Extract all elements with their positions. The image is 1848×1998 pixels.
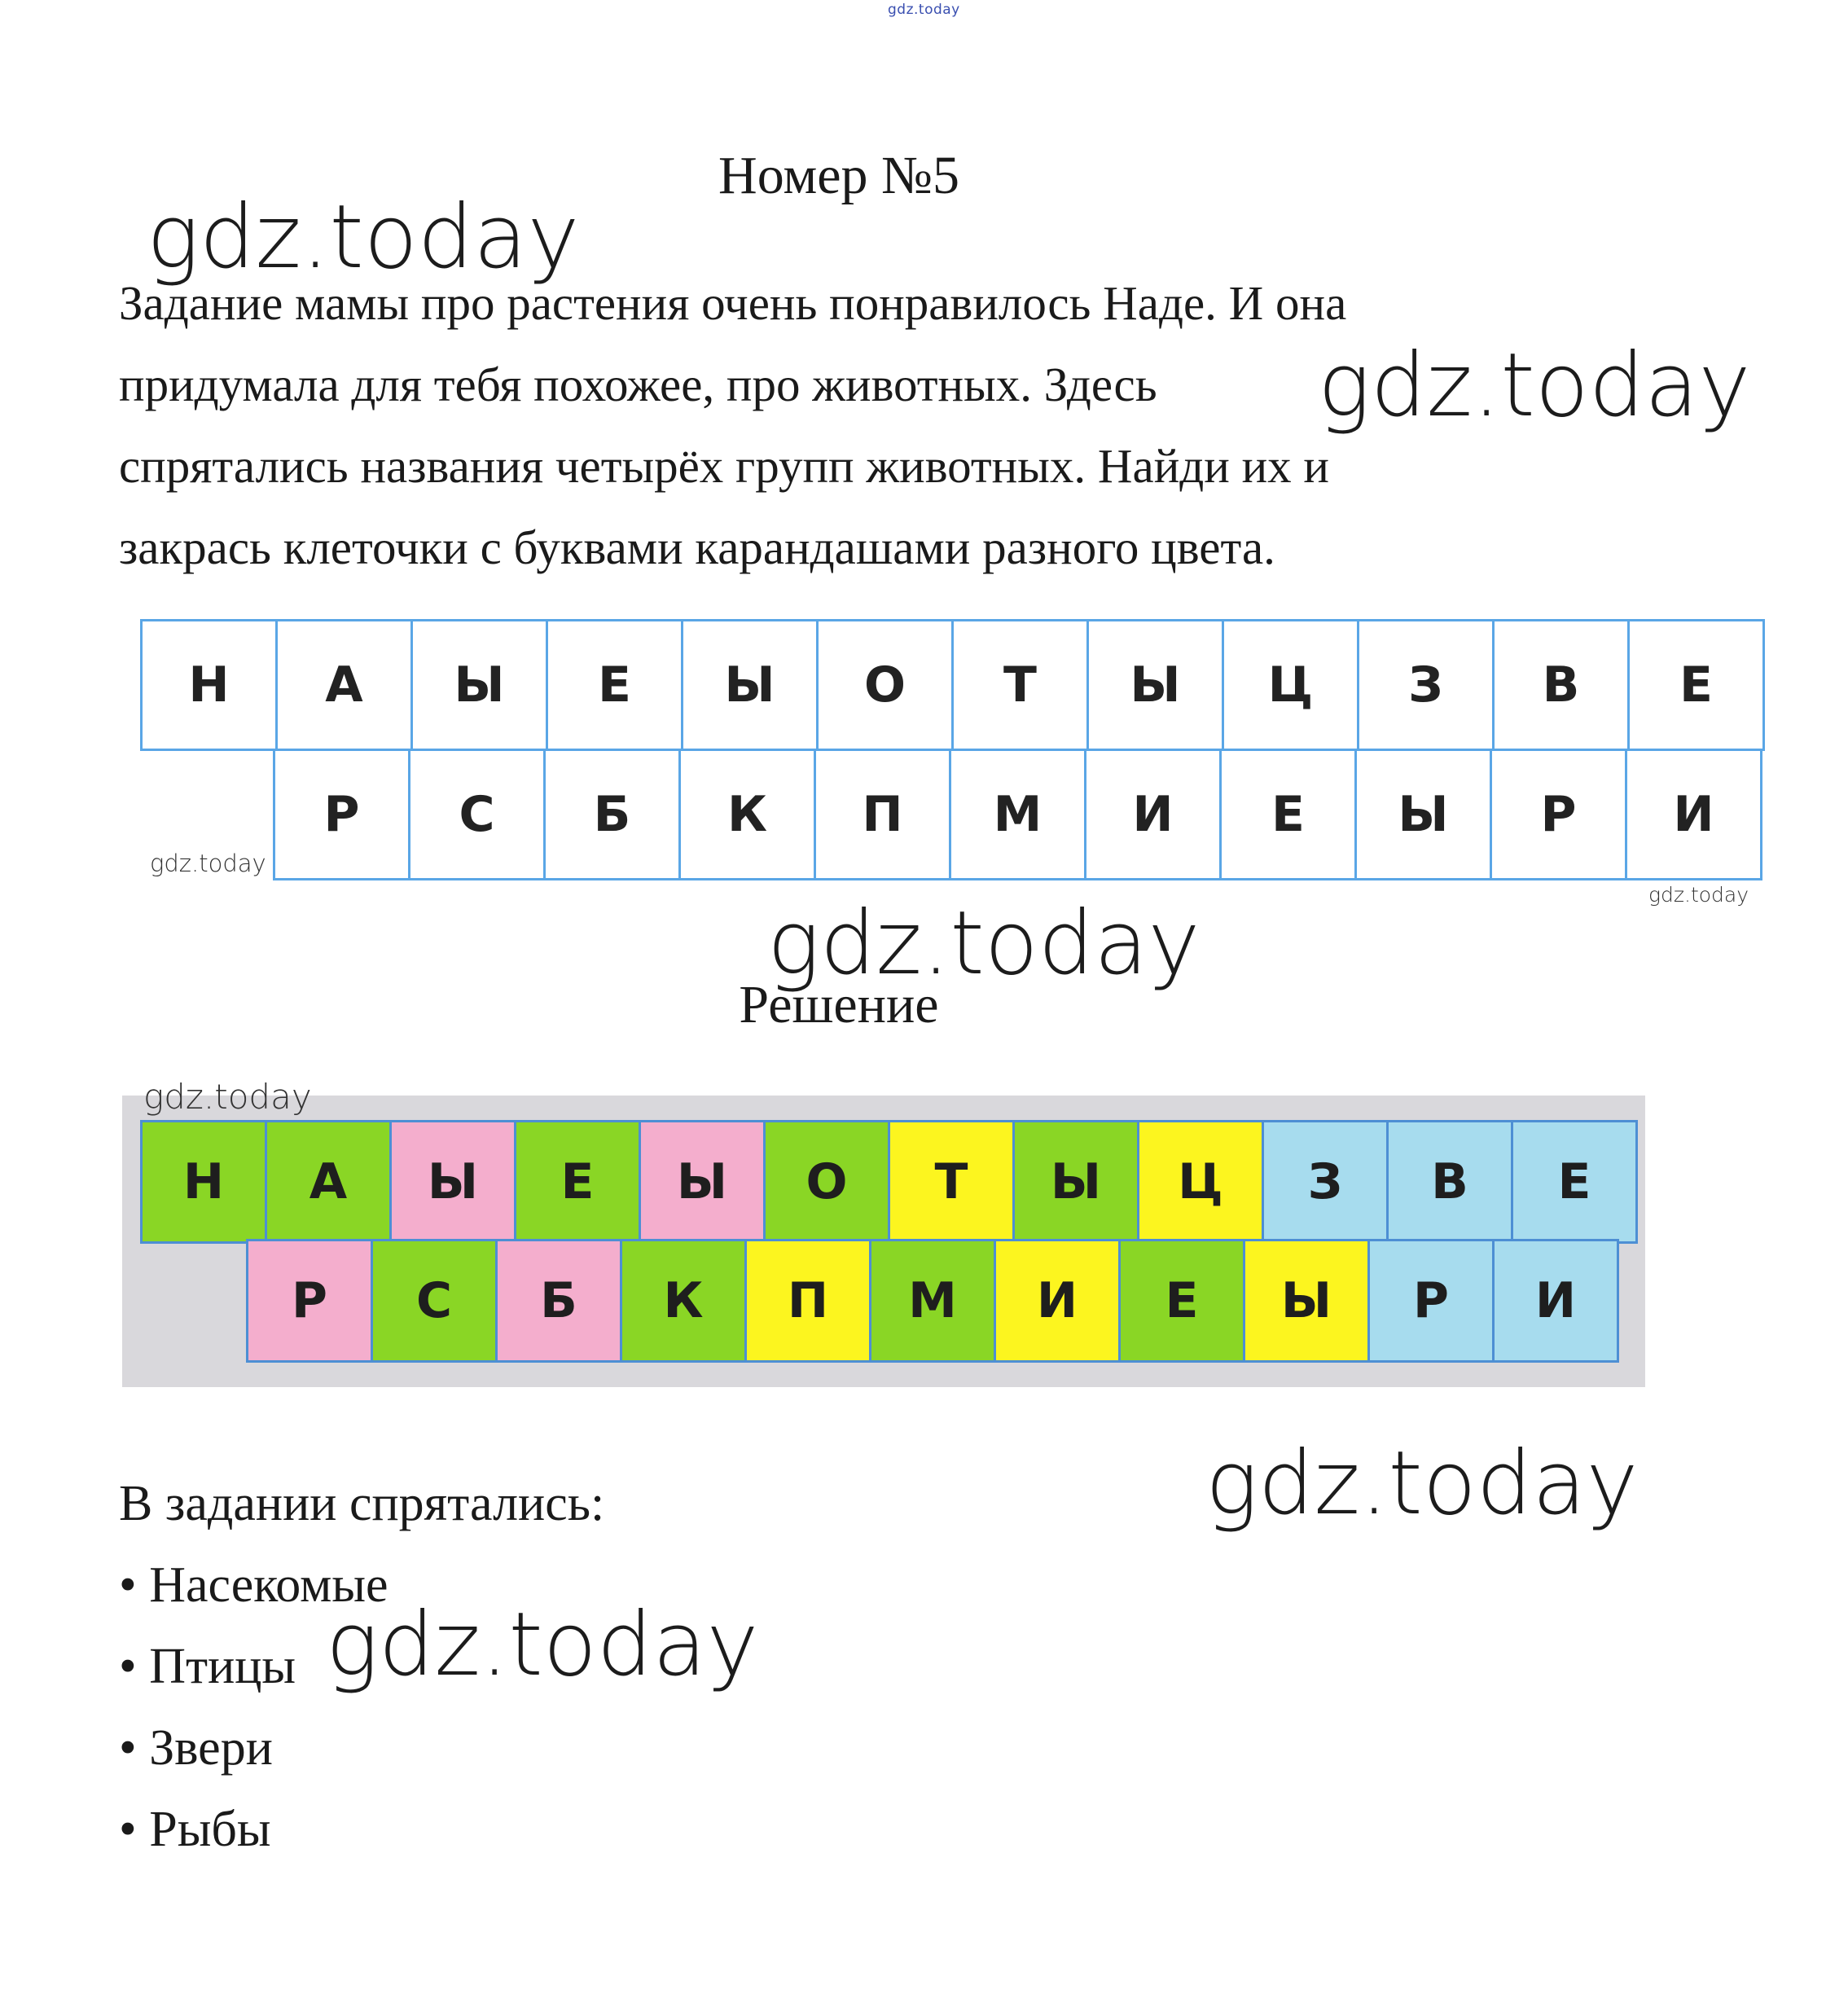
answer-item: • Насекомые (119, 1557, 388, 1613)
puzzle-cell: Е (546, 619, 683, 751)
puzzle-row-2 (273, 749, 1760, 880)
task-line: Задание мамы про растения очень понравилось Наде. И она (119, 276, 1347, 330)
puzzle-cell: И (1625, 749, 1762, 880)
puzzle-cell: Ы (1354, 749, 1492, 880)
solution-title: Решение (739, 975, 939, 1034)
puzzle-cell: Б (543, 749, 681, 880)
solution-cell: С (371, 1239, 498, 1363)
puzzle-cell: В (1492, 619, 1630, 751)
puzzle-cell: Ы (681, 619, 819, 751)
solution-cell: Р (246, 1239, 373, 1363)
puzzle-cell: Р (1490, 749, 1627, 880)
solution-cell: К (620, 1239, 747, 1363)
task-line: спрятались названия четырёх групп животных. Найди их и (119, 439, 1330, 493)
watermark: gdz.today (147, 187, 580, 288)
solution-cell: Б (495, 1239, 622, 1363)
watermark-small: gdz.today (150, 850, 266, 877)
solution-cell: Р (1367, 1239, 1495, 1363)
solution-cell: И (1492, 1239, 1619, 1363)
answer-intro: В задании спрятались: (119, 1476, 605, 1531)
solution-row-2 (246, 1239, 1617, 1363)
task-line: закрась клеточки с буквами карандашами разного цвета. (119, 520, 1275, 574)
puzzle-cell: П (814, 749, 951, 880)
solution-cell: Ы (1243, 1239, 1370, 1363)
puzzle-cell: Е (1627, 619, 1765, 751)
solution-cell: А (265, 1120, 392, 1244)
solution-cell: О (763, 1120, 890, 1244)
puzzle-grid (140, 619, 1761, 888)
watermark-small: gdz.today (143, 1077, 312, 1117)
puzzle-cell: Е (1219, 749, 1357, 880)
solution-cell: Н (140, 1120, 267, 1244)
answer-item: • Рыбы (119, 1802, 271, 1857)
solution-cell: М (869, 1239, 996, 1363)
puzzle-cell: Т (951, 619, 1089, 751)
solution-cell: Е (1118, 1239, 1245, 1363)
watermark-small: gdz.today (1648, 883, 1749, 907)
solution-image (122, 1096, 1645, 1387)
puzzle-cell: Ы (410, 619, 548, 751)
puzzle-cell: А (275, 619, 413, 751)
header-watermark: gdz.today (888, 2, 960, 18)
solution-cell: З (1262, 1120, 1389, 1244)
watermark: gdz.today (767, 893, 1201, 995)
watermark: gdz.today (1205, 1433, 1639, 1535)
puzzle-cell: Р (273, 749, 410, 880)
puzzle-cell: Н (140, 619, 278, 751)
solution-cell: Ы (1012, 1120, 1139, 1244)
solution-cell: Е (514, 1120, 641, 1244)
puzzle-row-1 (140, 619, 1762, 751)
solution-cell: Ы (639, 1120, 766, 1244)
solution-cell: Т (888, 1120, 1015, 1244)
answer-item: • Звери (119, 1720, 273, 1776)
page-title: Номер №5 (718, 146, 959, 205)
solution-cell: П (744, 1239, 871, 1363)
solution-cell: И (994, 1239, 1121, 1363)
solution-row-1 (140, 1120, 1635, 1244)
solution-cell: В (1386, 1120, 1513, 1244)
solution-cell: Ы (389, 1120, 516, 1244)
solution-cell: Е (1511, 1120, 1638, 1244)
answer-item: • Птицы (119, 1639, 296, 1694)
watermark: gdz.today (326, 1594, 759, 1696)
puzzle-cell: Ц (1222, 619, 1359, 751)
solution-cell: Ц (1137, 1120, 1264, 1244)
puzzle-cell: К (678, 749, 816, 880)
puzzle-cell: О (816, 619, 954, 751)
puzzle-cell: З (1357, 619, 1495, 751)
watermark: gdz.today (1318, 335, 1751, 437)
puzzle-cell: Ы (1086, 619, 1224, 751)
puzzle-cell: С (408, 749, 546, 880)
puzzle-cell: И (1084, 749, 1222, 880)
task-line: придумала для тебя похожее, про животных. Здесь (119, 358, 1157, 411)
puzzle-cell: М (949, 749, 1086, 880)
